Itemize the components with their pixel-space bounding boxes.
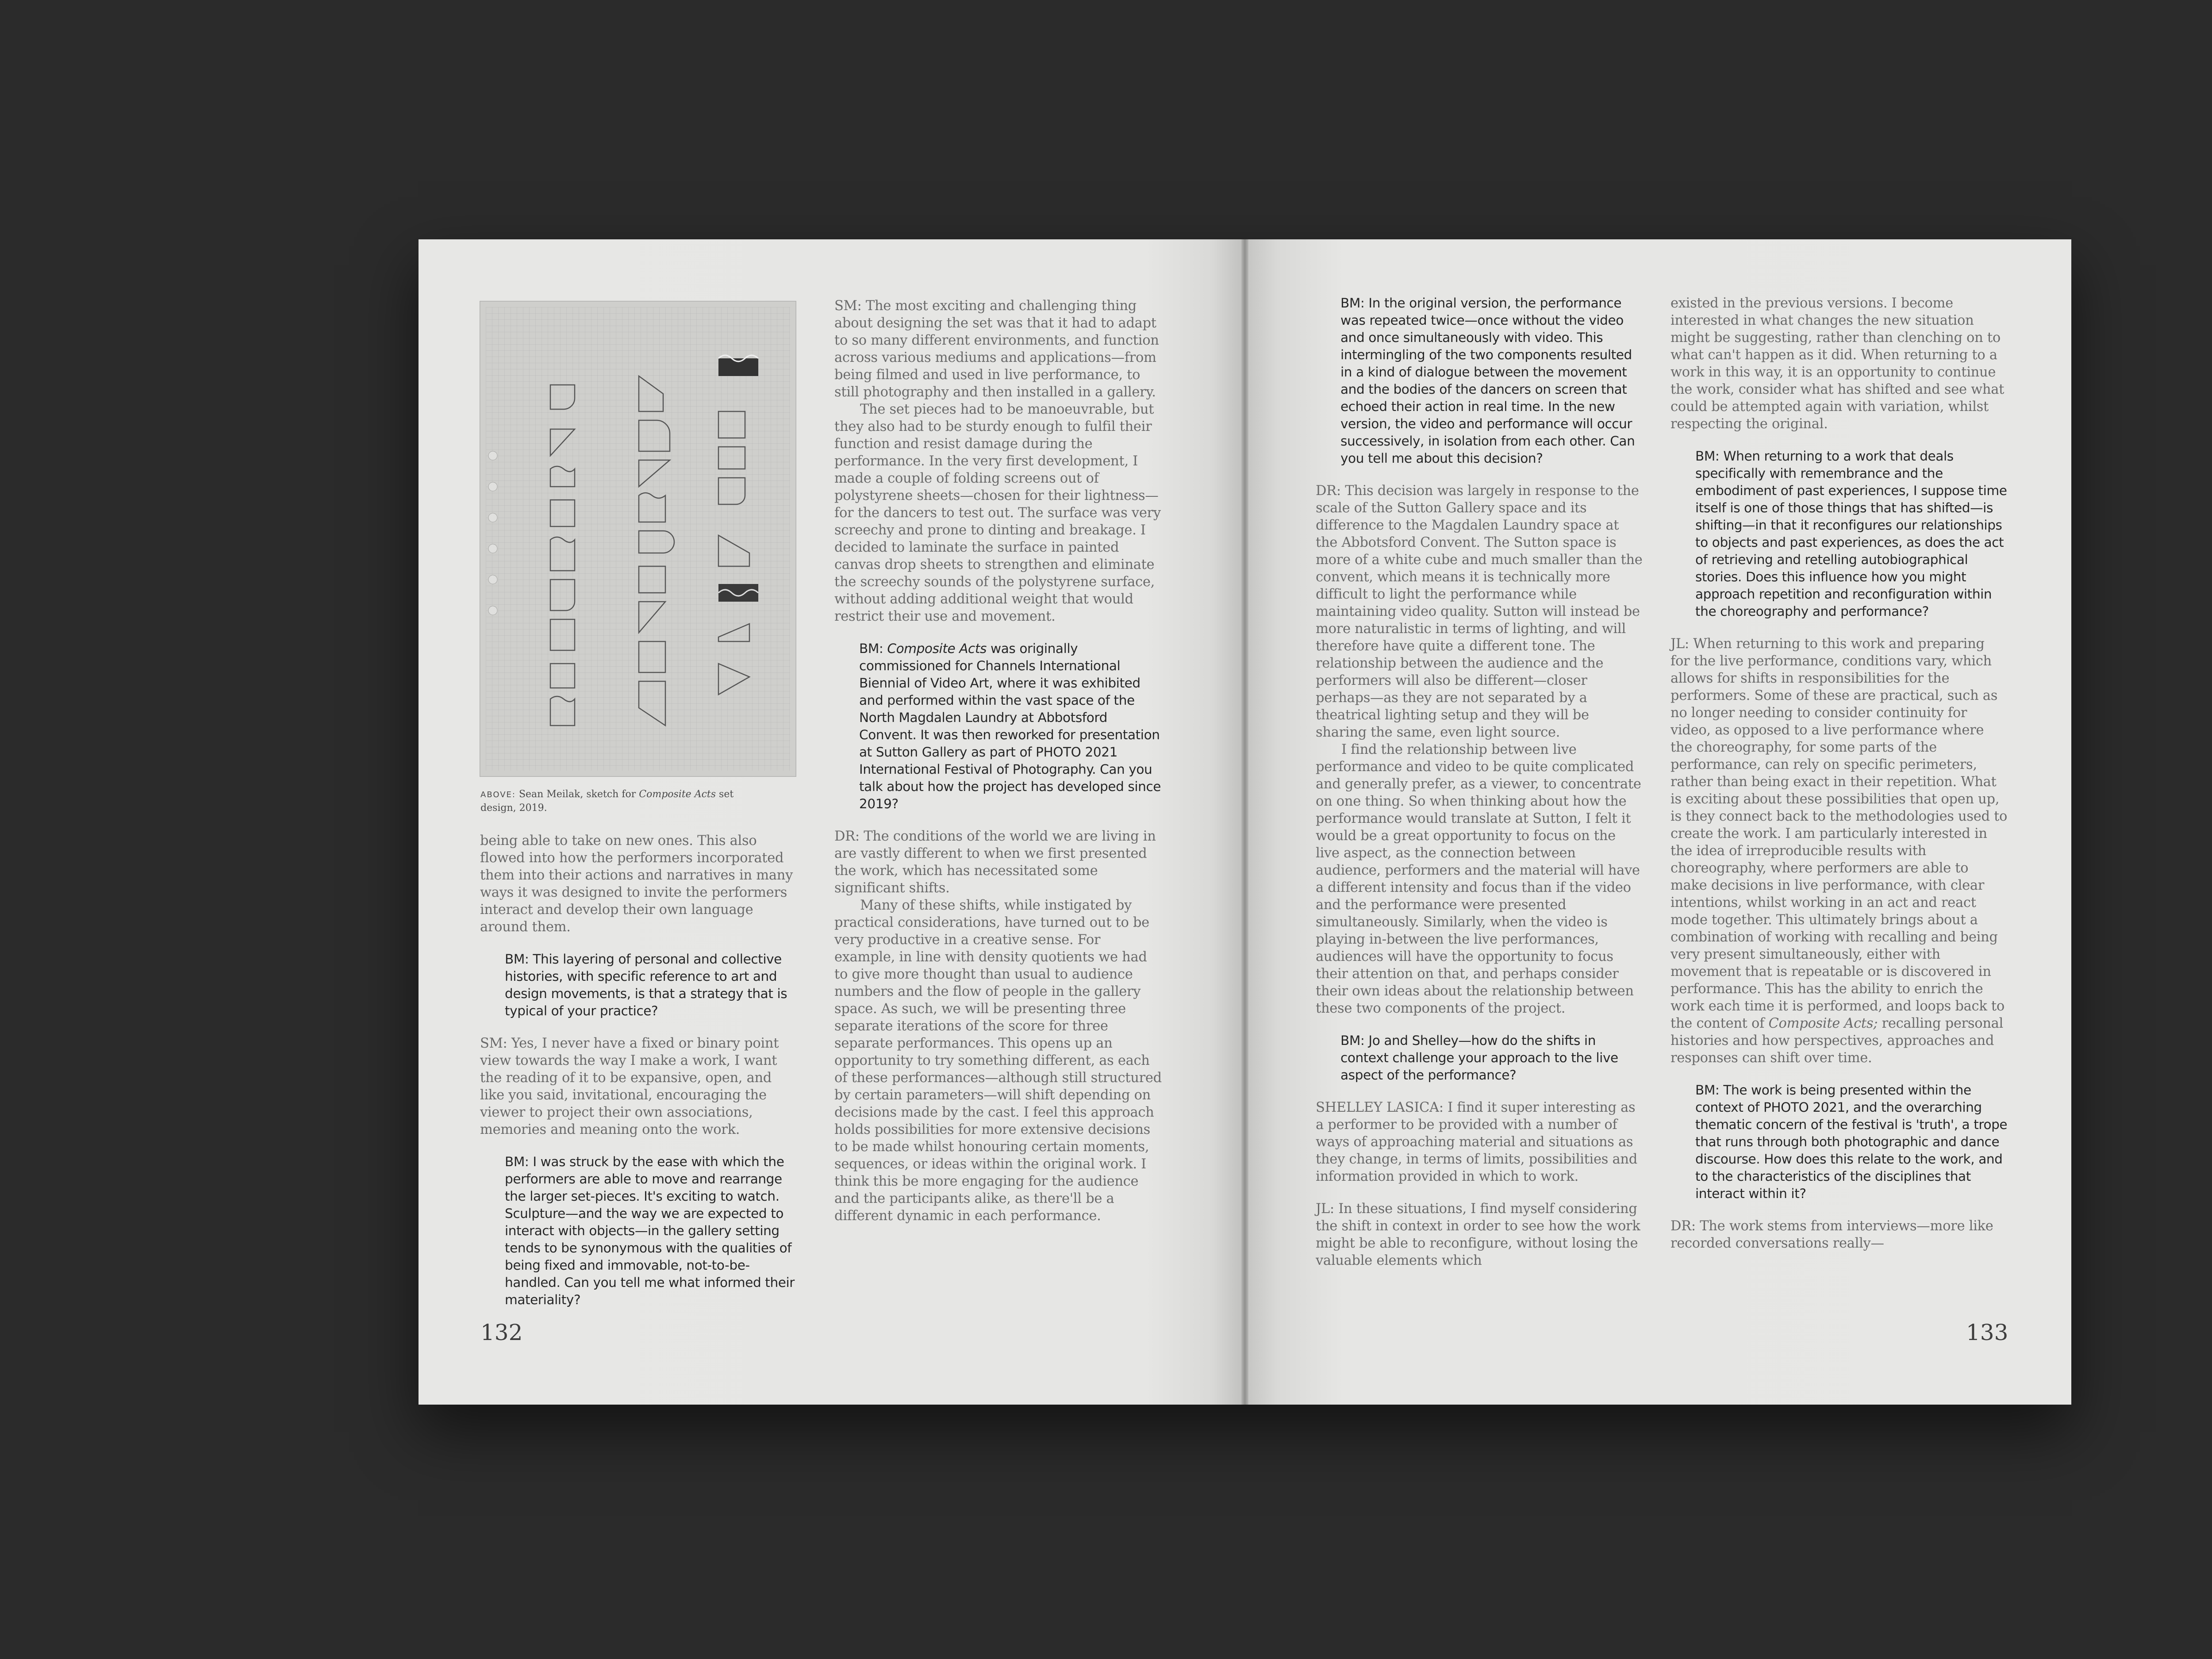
caption-text: Sean Meilak, sketch for xyxy=(518,789,636,800)
paragraph-text: recalling personal histories and how perspectives, approaches and responses can shift over time. xyxy=(1671,1016,2003,1066)
paragraph: DR: This decision was largely in response to the scale of the Sutton Gallery space and its difference to the Magdalen Laundry space at the Abbotsford Convent. The Sutton space is more of a white cube and much smaller than the convent, which means it is technically more difficult to light the performance while maintaining video quality. Sutton will instead be more naturalistic in terms of lighting, and will therefore have quite a different tone. The relationship between the audience and the performers will also be different—closer perhaps—as they are not separated by a theatrical lighting setup and they will be sharing the same, even light source. xyxy=(1316,483,1643,740)
interview-question xyxy=(859,640,1162,813)
page-number-left: 132 xyxy=(480,1320,523,1345)
interview-question: BM: The work is being presented within the context of PHOTO 2021, and the overarching thematic concern of the festival is 'truth', a trope that runs through both photographic and dance discourse. How does this relate to the work, and to the characteristics of the disciplines that interact within it? xyxy=(1695,1083,2008,1201)
right-page xyxy=(1245,239,2071,1405)
paragraph: I find the relationship between live performance and video to be quite complicated and generally prefer, as a viewer, to concentrate on one thing. So when thinking about how the performance would translate at Sutton, I felt it would be a great opportunity to focus on the live aspect, as the connection between audience, performers and the material will have a different intensity and focus than if the video and the performance were presented simultaneously. Similarly, when the video is playing in-between the live performances, audiences will have the opportunity to focus their attention on that, and perhaps consider their own ideas about the relationship between these two components of the project. xyxy=(1316,742,1641,1016)
paragraph: SHELLEY LASICA: I find it super interesting as a performer to be provided with a number of ways of approaching material and situations as they change, in terms of limits, possibilities and information provided in which to work. xyxy=(1316,1100,1637,1184)
figure-caption xyxy=(480,788,764,815)
interview-question: BM: Jo and Shelley—how do the shifts in context challenge your approach to the live aspect of the performance? xyxy=(1340,1033,1618,1083)
q-body: was originally commissioned for Channels International Biennial of Video Art, where it was exhibited and performed within the vast space of the North Magdalen Laundry at Abbotsford Convent. It was then reworked for presentation at Sutton Gallery as part of PHOTO 2021 International Festival of Photography. Can you talk about how the project has developed since 2019? xyxy=(859,641,1161,811)
paragraph: being able to take on new ones. This also flowed into how the performers incorporated them into their actions and narratives in many ways it was designed to invite the performers interact and develop their own language around them. xyxy=(480,833,793,935)
q-title: Composite Acts xyxy=(887,641,987,656)
paragraph: Many of these shifts, while instigated by practical considerations, have turned out to be very productive in a creative sense. For example, in line with density quotients we had to give more thought than usual to audience numbers and the flow of people in the gallery space. As such, we will be presenting three separate iterations of the score for three separate performances. This opens up an opportunity to try something different, as each of these performances—although still structured by certain parameters—will shift depending on decisions made by the cast. I feel this approach holds possibilities for more extensive decisions to be made whilst honouring certain moments, sequences, or ideas within the original work. I think this be more engaging for the audience and the participants alike, as there'll be a different dynamic in each performance. xyxy=(834,898,1162,1224)
right-page-column-2 xyxy=(1671,295,2008,1267)
paragraph xyxy=(1671,635,2008,1067)
left-page-column-1 xyxy=(480,832,797,1324)
paragraph: existed in the previous versions. I become interested in what changes the new situation might be suggesting, rather than clenching on to what can't happen as it did. When returning to a work in this way, it is an opportunity to continue the work, consider what has shifted and see what could be attempted again with variation, whilst respecting the original. xyxy=(1671,296,2005,432)
interview-question: BM: When returning to a work that deals specifically with remembrance and the embodiment of past experiences, I suppose time itself is one of those things that has shifted—is shifting—in that it reconfigures our relationships to objects and past experiences, as does the act of retrieving and retelling autobiographical stories. Does this influence how you might approach repetition and reconfiguration within the choreography and performance? xyxy=(1695,449,2007,619)
caption-date: set design, 2019. xyxy=(480,789,734,814)
interview-question: BM: I was struck by the ease with which the performers are able to move and rearrange the larger set-pieces. It's exciting to watch. Sculpture—and the way we are expected to interact with objects—in the gallery setting tends to be synonymous with the qualities of being fixed and immovable, not-to-be-handled. Can you tell me what informed their materiality? xyxy=(505,1154,795,1307)
work-title: Composite Acts; xyxy=(1768,1016,1878,1031)
paragraph-text: JL: When returning to this work and preparing for the live performance, conditions vary, which allows for shifts in responsibilities for the performers. Some of these are practical, such as no longer needing to consider continuity for video, as opposed to a live performance where the choreography, for some parts of the performance, can rely on specific perimeters, rather than being exact in their repetition. What is exciting about these possibilities that open up, is they connect back to the methodologies used to create the work. I am particularly interested in the idea of irreproducible results with choreography, where performers are able to make decisions in live performance, with clear intentions, whilst working in an act and react mode together. This ultimately brings about a combination of working with recalling and being very present simultaneously, either with movement that is repeatable or is discovered in performance. This has the ability to enrich the work each time it is performed, and loops back to the content of xyxy=(1671,636,2008,1031)
page-number-right: 133 xyxy=(1966,1320,2008,1345)
caption-label: ABOVE: xyxy=(480,790,516,799)
right-page-column-1 xyxy=(1316,295,1643,1284)
caption-title: Composite Acts xyxy=(639,789,716,800)
sketch-image xyxy=(480,301,796,777)
paragraph: SM: The most exciting and challenging thing about designing the set was that it had to adapt to so many different environments, and function across various mediums and applications—from being filmed and used in live performance, to still photography and then installed in a gallery. xyxy=(834,298,1159,400)
paragraph: SM: Yes, I never have a fixed or binary point view towards the way I make a work, I want the reading of it to be expansive, open, and like you said, invitational, encouraging the viewer to project their own associations, memories and meaning onto the work. xyxy=(480,1036,779,1137)
left-page-column-2 xyxy=(834,297,1162,1240)
q-prefix: BM: xyxy=(859,641,883,656)
interview-question: BM: In the original version, the performance was repeated twice—once without the video and once simultaneously with video. This intermingling of the two components resulted in a kind of dialogue between the movement and the bodies of the dancers on screen that echoed their action in real time. In the new version, the video and performance will occur successively, in isolation from each other. Can you tell me about this decision? xyxy=(1340,296,1635,466)
interview-question: BM: This layering of personal and collective histories, with specific reference to art and design movements, is that a strategy that is typical of your practice? xyxy=(505,952,787,1018)
spine-gutter xyxy=(1241,239,1248,1405)
paragraph: DR: The conditions of the world we are living in are vastly different to when we first presented the work, which has necessitated some significant shifts. xyxy=(834,829,1156,896)
left-page xyxy=(419,239,1245,1405)
paragraph: JL: In these situations, I find myself considering the shift in context in order to see how the work might be able to reconfigure, without losing the valuable elements which xyxy=(1316,1201,1640,1268)
paragraph: DR: The work stems from interviews—more like recorded conversations really— xyxy=(1671,1218,1993,1251)
paragraph: The set pieces had to be manoeuvrable, but they also had to be sturdy enough to fulfil their function and resist damage during the performance. In the very first development, I made a couple of folding screens out of polystyrene sheets—chosen for their lightness—for the dancers to test out. The surface was very screechy and prone to dinting and breakage. I decided to laminate the surface in painted canvas drop sheets to strengthen and eliminate the screechy sounds of the polystyrene surface, without adding additional weight that would restrict their use and movement. xyxy=(834,402,1161,624)
magazine-spread xyxy=(419,239,2071,1405)
